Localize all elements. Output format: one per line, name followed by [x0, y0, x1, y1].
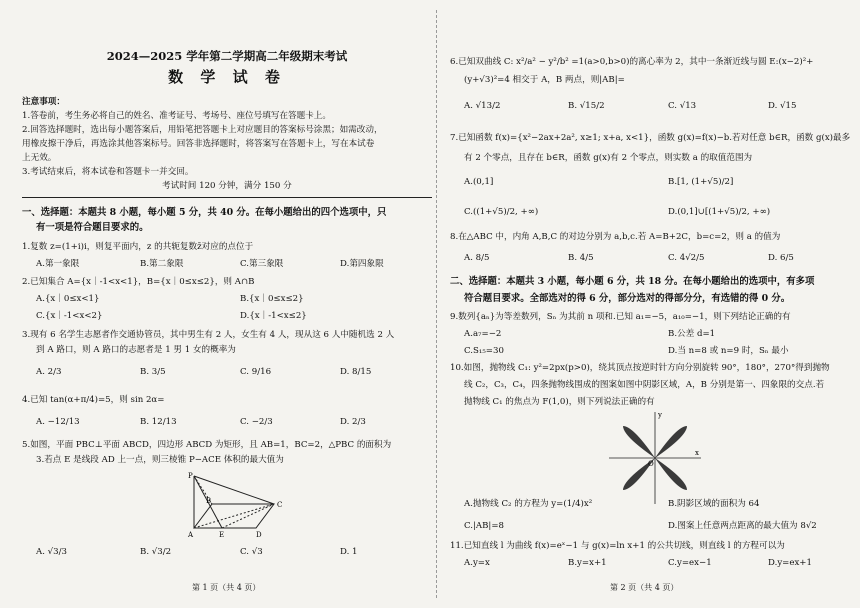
q10-option-b: B.阴影区域的面积为 64	[668, 499, 760, 509]
section-1-heading: 一、选择题：本题共 8 小题，每小题 5 分，共 40 分。在每小题给出的四个选项中，只	[22, 207, 387, 218]
notice-heading: 注意事项：	[22, 97, 65, 107]
q5-option-b: B. √3/2	[140, 547, 172, 557]
petal-shape	[655, 426, 687, 458]
q9-option-c: C.S₁₅=30	[464, 346, 504, 356]
notice-line: 2.回答选择题时，选出每小题答案后，用铅笔把答题卡上对应题目的答案标号涂黑；如需改动，	[22, 125, 383, 135]
q7-option-b: B.[1, (1+√5)/2]	[668, 177, 734, 187]
q3-stem: 3.现有 6 名学生志愿者作交通协管员，其中男生有 2 人，女生有 4 人，现从这 6 人中随机选 2 人	[22, 330, 395, 340]
q9-option-b: B.公差 d=1	[668, 329, 716, 339]
q11-option-c: C.y=ex−1	[668, 558, 712, 568]
q3-option-a: A. 2/3	[36, 367, 62, 377]
divider-line	[22, 197, 432, 198]
notice-line: 1.答卷前，考生务必将自己的姓名、准考证号、考场号、座位号填写在答题卡上。	[22, 111, 331, 121]
q10-stem: 10.如图，抛物线 C₁: y²=2px(p>0)，绕其顶点按逆时针方向分别旋转 90°，180°，270°得到抛物	[450, 363, 830, 373]
fig10-label-y: y	[658, 411, 662, 419]
q2-option-d: D.{x｜-1<x≤2}	[240, 311, 307, 321]
fig5-label-e: E	[219, 531, 225, 539]
q11-stem: 11.已知直线 l 为曲线 f(x)=eˣ−1 与 g(x)=ln x+1 的公共切线，则直线 l 的方程可以为	[450, 541, 785, 551]
q1-option-c: C.第三象限	[240, 259, 284, 269]
page-footer: 第 2 页（共 4 页）	[610, 583, 679, 592]
q3-option-b: B. 3/5	[140, 367, 166, 377]
q3-option-c: C. 9/16	[240, 367, 272, 377]
q4-stem: 4.已知 tan(α+π/4)=5，则 sin 2α=	[22, 395, 165, 405]
q8-option-a: A. 8/5	[464, 253, 490, 263]
q10-option-a: A.抛物线 C₂ 的方程为 y=(1/4)x²	[464, 499, 593, 509]
q4-option-c: C. −2/3	[240, 417, 273, 427]
q1-stem: 1.复数 z=(1+i)i，则复平面内，z 的共轭复数z̄对应的点位于	[22, 242, 254, 252]
q10-stem-cont-2: 抛物线 C₁ 的焦点为 F(1,0)，则下列说法正确的有	[464, 397, 655, 407]
q11-option-b: B.y=x+1	[568, 558, 607, 568]
q3-option-d: D. 8/15	[340, 367, 372, 377]
section-2-heading-cont: 符合题目要求。全部选对的得 6 分，部分选对的得部分分，有选错的得 0 分。	[464, 293, 791, 304]
q2-option-c: C.{x｜-1<x<2}	[36, 311, 103, 321]
q7-stem-cont: 有 2 个零点，且存在 b∈R，函数 g(x)有 2 个零点，则实数 a 的取值范围为	[464, 153, 753, 163]
fig10-label-x: x	[695, 449, 699, 457]
q10-stem-cont: 线 C₂，C₃，C₄，四条抛物线围成的图案如图中阴影区域，A，B 分别是第一、四象限的交点.若	[464, 380, 825, 390]
q5-stem-cont: 3.若点 E 是线段 AD 上一点，则三棱锥 P−ACE 体积的最大值为	[36, 455, 284, 465]
fig5-label-c: C	[277, 501, 283, 509]
q3-stem-cont: 到 A 路口，则 A 路口的志愿者是 1 男 1 女的概率为	[36, 345, 236, 355]
q6-option-c: C. √13	[668, 101, 697, 111]
notice-line: 上无效。	[22, 153, 57, 163]
q7-option-a: A.(0,1]	[464, 177, 494, 187]
q6-option-b: B. √15/2	[568, 101, 605, 111]
q4-option-b: B. 12/13	[140, 417, 177, 427]
section-1-heading-cont: 有一项是符合题目要求的。	[36, 222, 149, 233]
q6-stem-cont: (y+√3)²=4 相交于 A，B 两点，则|AB|=	[464, 75, 625, 85]
q6-option-a: A. √13/2	[464, 101, 501, 111]
q8-option-d: D. 6/5	[768, 253, 794, 263]
page-divider	[436, 10, 437, 598]
notice-line: 用橡皮擦干净后，再选涂其他答案标号。回答非选择题时，将答案写在答题卡上，写在本试卷	[22, 139, 375, 149]
page-2	[450, 0, 860, 608]
page-footer: 第 1 页（共 4 页）	[192, 583, 261, 592]
q7-option-c: C.((1+√5)/2, +∞)	[464, 207, 539, 217]
q6-option-d: D. √15	[768, 101, 797, 111]
q10-figure	[605, 408, 705, 508]
q9-stem: 9.数列{aₙ}为等差数列，Sₙ 为其前 n 项和.已知 a₁=−5，a₁₀=−1，则下列结论正确的有	[450, 312, 791, 322]
q6-stem: 6.已知双曲线 C: x²/a² − y²/b² =1(a>0,b>0)的离心率为 2，其中一条渐近线与圆 E:(x−2)²+	[450, 57, 814, 67]
q8-stem: 8.在△ABC 中，内角 A,B,C 的对边分别为 a,b,c.若 A=B+2C，b=c=2，则 a 的值为	[450, 232, 781, 242]
fig5-label-d: D	[256, 531, 262, 539]
q2-option-b: B.{x｜0≤x≤2}	[240, 294, 304, 304]
q2-stem: 2.已知集合 A={x｜-1<x<1}，B={x｜0≤x≤2}，则 A∩B	[22, 277, 255, 287]
fig5-label-p: P	[188, 472, 193, 480]
q1-option-b: B.第二象限	[140, 259, 184, 269]
q8-option-c: C. 4√2/5	[668, 253, 705, 263]
q1-option-a: A.第一象限	[36, 259, 80, 269]
fig5-label-a: A	[188, 531, 194, 539]
q11-option-a: A.y=x	[464, 558, 490, 568]
page-1	[22, 0, 432, 608]
q4-option-a: A. −12/13	[36, 417, 80, 427]
q5-option-c: C. √3	[240, 547, 263, 557]
q4-option-d: D. 2/3	[340, 417, 366, 427]
exam-time-line: 考试时间 120 分钟，满分 150 分	[162, 181, 292, 191]
q7-stem: 7.已知函数 f(x)={x²−2ax+2a², x≥1; x+a, x<1}，函数 g(x)=f(x)−b.若对任意 b∈R，函数 g(x)最多	[450, 133, 851, 143]
exam-title: 2024—2025 学年第二学期高二年级期末考试	[106, 49, 348, 63]
exam-subtitle: 数 学 试 卷	[168, 68, 286, 86]
q5-option-d: D. 1	[340, 547, 358, 557]
fig10-label-o: O	[648, 460, 654, 468]
petal-shape	[655, 458, 687, 490]
fig5-label-b: B	[206, 497, 212, 505]
q2-option-a: A.{x｜0≤x<1}	[36, 294, 100, 304]
q5-stem: 5.如图，平面 PBC⊥平面 ABCD，四边形 ABCD 为矩形，且 AB=1，BC=2，△PBC 的面积为	[22, 440, 392, 450]
section-2-heading: 二、选择题：本题共 3 小题，每小题 6 分，共 18 分。在每小题给出的选项中，有多项	[450, 276, 815, 287]
q9-option-d: D.当 n=8 或 n=9 时，Sₙ 最小	[668, 346, 789, 356]
q5-option-a: A. √3/3	[36, 547, 67, 557]
q1-option-d: D.第四象限	[340, 259, 384, 269]
petal-shape	[623, 426, 655, 458]
q10-option-d: D.图案上任意两点距离的最大值为 8√2	[668, 521, 817, 531]
q8-option-b: B. 4/5	[568, 253, 594, 263]
q10-option-c: C.|AB|=8	[464, 521, 504, 531]
q11-option-d: D.y=ex+1	[768, 558, 812, 568]
q5-figure	[182, 470, 292, 540]
q9-option-a: A.a₇=−2	[464, 329, 502, 339]
q7-option-d: D.(0,1]∪[(1+√5)/2, +∞)	[668, 207, 771, 217]
notice-line: 3.考试结束后，将本试卷和答题卡一并交回。	[22, 167, 194, 177]
